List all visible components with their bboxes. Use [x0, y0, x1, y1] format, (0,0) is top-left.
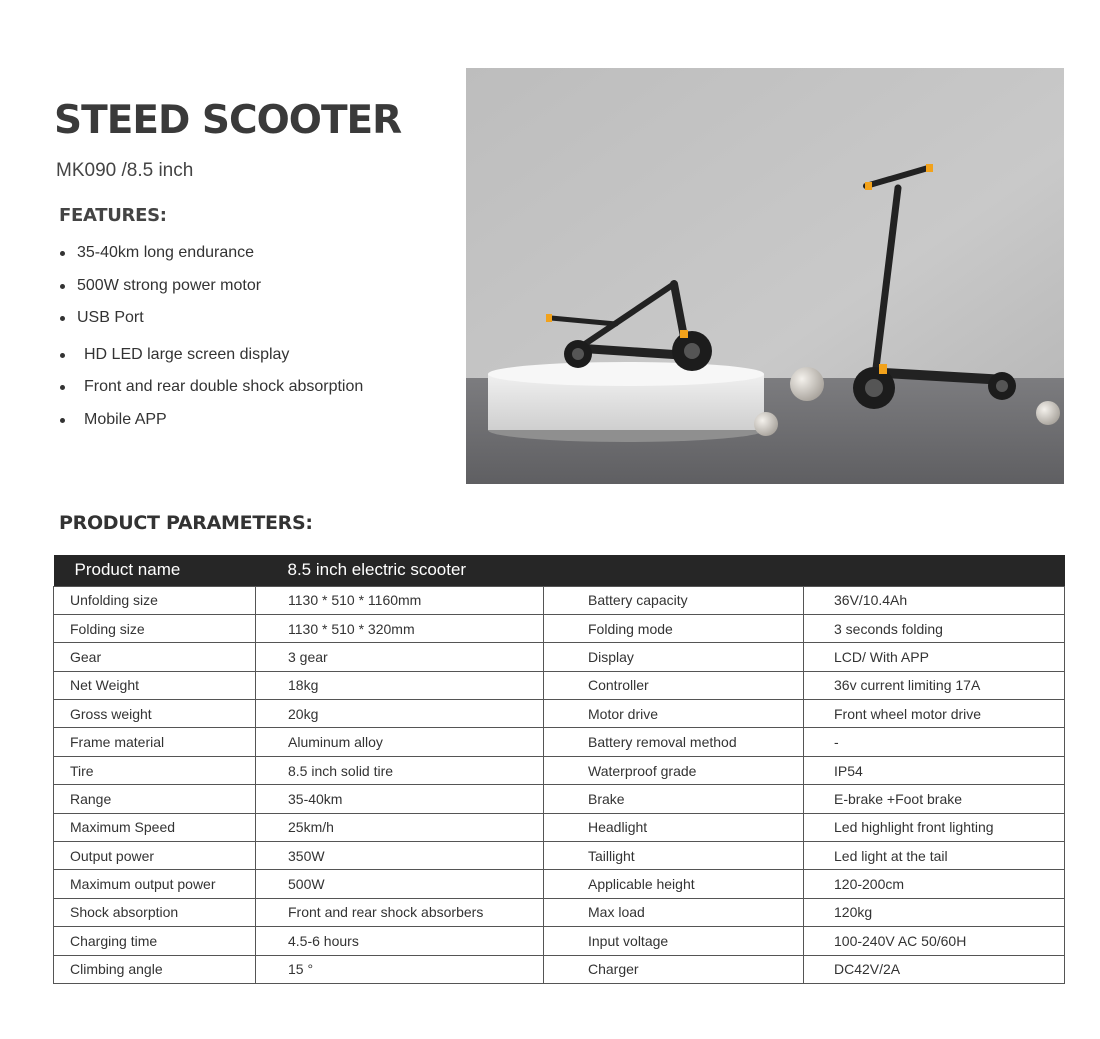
- param-name: Headlight: [544, 813, 804, 841]
- bullet-icon: [60, 316, 65, 321]
- param-value: 1130 * 510 * 320mm: [256, 614, 544, 642]
- param-value: 3 seconds folding: [804, 614, 1065, 642]
- param-name: Battery capacity: [544, 586, 804, 614]
- param-name: Net Weight: [54, 671, 256, 699]
- param-name: Motor drive: [544, 700, 804, 728]
- param-name: Shock absorption: [54, 898, 256, 926]
- product-photo: [466, 68, 1064, 484]
- param-value: 8.5 inch solid tire: [256, 756, 544, 784]
- product-subtitle: MK090 /8.5 inch: [56, 160, 194, 181]
- table-row: [54, 728, 1065, 756]
- parameters-table: [53, 555, 1065, 984]
- table-row: [54, 671, 1065, 699]
- table-row: [54, 870, 1065, 898]
- param-name: Gross weight: [54, 700, 256, 728]
- bullet-icon: [60, 284, 65, 289]
- feature-text: 500W strong power motor: [77, 277, 262, 294]
- param-value: 18kg: [256, 671, 544, 699]
- table-row: [54, 927, 1065, 955]
- table-row: [54, 643, 1065, 671]
- param-value: 500W: [256, 870, 544, 898]
- param-name: Taillight: [544, 842, 804, 870]
- param-value: 15 °: [256, 955, 544, 983]
- feature-text: Mobile APP: [84, 411, 167, 428]
- param-name: Maximum Speed: [54, 813, 256, 841]
- param-name: Maximum output power: [54, 870, 256, 898]
- param-value: Led light at the tail: [804, 842, 1065, 870]
- feature-item: [60, 411, 167, 429]
- feature-text: Front and rear double shock absorption: [84, 378, 364, 395]
- param-value: IP54: [804, 756, 1065, 784]
- table-row: [54, 700, 1065, 728]
- feature-item: [60, 309, 144, 327]
- param-value: Led highlight front lighting: [804, 813, 1065, 841]
- param-name: Max load: [544, 898, 804, 926]
- table-row: [54, 842, 1065, 870]
- param-value: LCD/ With APP: [804, 643, 1065, 671]
- param-name: Display: [544, 643, 804, 671]
- param-name: Applicable height: [544, 870, 804, 898]
- param-name: Output power: [54, 842, 256, 870]
- param-name: Gear: [54, 643, 256, 671]
- bullet-icon: [60, 418, 65, 423]
- feature-item: [60, 277, 261, 295]
- param-value: DC42V/2A: [804, 955, 1065, 983]
- feature-text: USB Port: [77, 309, 144, 326]
- params-heading: PRODUCT PARAMETERS:: [59, 512, 313, 534]
- param-value: 120kg: [804, 898, 1065, 926]
- param-value: Front and rear shock absorbers: [256, 898, 544, 926]
- table-row: [54, 955, 1065, 983]
- param-value: 100-240V AC 50/60H: [804, 927, 1065, 955]
- param-value: 4.5-6 hours: [256, 927, 544, 955]
- param-name: Charging time: [54, 927, 256, 955]
- param-value: Front wheel motor drive: [804, 700, 1065, 728]
- bullet-icon: [60, 385, 65, 390]
- param-name: Unfolding size: [54, 586, 256, 614]
- param-name: Frame material: [54, 728, 256, 756]
- param-value: 36v current limiting 17A: [804, 671, 1065, 699]
- param-value: -: [804, 728, 1065, 756]
- param-name: Climbing angle: [54, 955, 256, 983]
- param-name: Controller: [544, 671, 804, 699]
- features-heading: FEATURES:: [59, 205, 167, 226]
- header-label: Product name: [54, 555, 256, 586]
- bullet-icon: [60, 353, 65, 358]
- param-value: 1130 * 510 * 1160mm: [256, 586, 544, 614]
- table-row: [54, 756, 1065, 784]
- table-header-row: [54, 555, 1065, 586]
- param-value: 120-200cm: [804, 870, 1065, 898]
- table-row: [54, 898, 1065, 926]
- param-name: Range: [54, 785, 256, 813]
- param-name: Charger: [544, 955, 804, 983]
- param-value: Aluminum alloy: [256, 728, 544, 756]
- feature-item: [60, 346, 289, 364]
- product-title: STEED SCOOTER: [54, 98, 402, 143]
- param-value: E-brake +Foot brake: [804, 785, 1065, 813]
- param-name: Tire: [54, 756, 256, 784]
- param-value: 3 gear: [256, 643, 544, 671]
- param-value: 36V/10.4Ah: [804, 586, 1065, 614]
- param-name: Folding mode: [544, 614, 804, 642]
- param-value: 20kg: [256, 700, 544, 728]
- feature-text: HD LED large screen display: [84, 346, 290, 363]
- table-row: [54, 614, 1065, 642]
- param-value: 35-40km: [256, 785, 544, 813]
- header-value: 8.5 inch electric scooter: [256, 555, 1065, 586]
- feature-text: 35-40km long endurance: [77, 244, 255, 261]
- param-name: Input voltage: [544, 927, 804, 955]
- param-value: 25km/h: [256, 813, 544, 841]
- table-row: [54, 813, 1065, 841]
- feature-item: [60, 378, 363, 396]
- param-name: Brake: [544, 785, 804, 813]
- param-value: 350W: [256, 842, 544, 870]
- table-row: [54, 785, 1065, 813]
- param-name: Battery removal method: [544, 728, 804, 756]
- bullet-icon: [60, 251, 65, 256]
- feature-item: [60, 244, 254, 262]
- param-name: Folding size: [54, 614, 256, 642]
- table-row: [54, 586, 1065, 614]
- param-name: Waterproof grade: [544, 756, 804, 784]
